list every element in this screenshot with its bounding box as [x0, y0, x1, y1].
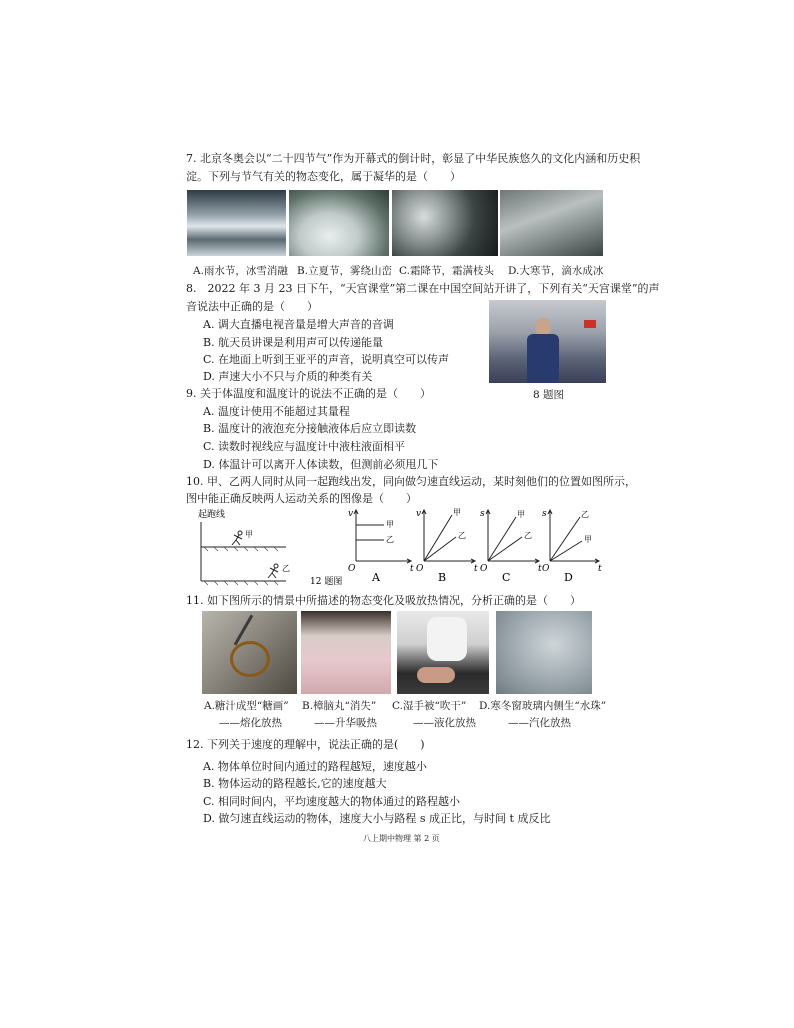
graph-c-letter: C: [502, 571, 511, 584]
graph-a-yaxis: v: [348, 509, 354, 519]
q11-option-b-label: B.樟脑丸“消失”: [302, 700, 377, 712]
start-line-label: 起跑线: [198, 510, 226, 520]
q11-option-c-note: ——液化放热: [413, 717, 476, 729]
q11-option-d-label: D.寒冬窗玻璃内侧生“水珠”: [479, 700, 607, 712]
q12-option-c: C. 相同时间内，平均速度越大的物体通过的路程越小: [203, 795, 461, 808]
q10-figure-caption: 12 题图: [310, 577, 343, 587]
graph-d: [542, 509, 602, 584]
icicles-photo: [500, 190, 603, 256]
q9-stem: 9. 关于体温度和温度计的说法不正确的是（ ）: [186, 387, 431, 400]
q7-option-c: C.霜降节，霜满枝头: [399, 265, 494, 277]
q9-option-c: C. 读数时视线应与温度计中液柱液面相平: [203, 440, 406, 453]
runner-jia-icon: [232, 531, 242, 545]
hand-dryer-photo: [397, 611, 489, 694]
runner-jia-label: 甲: [245, 530, 253, 539]
graph-a-letter: A: [372, 571, 380, 584]
q11-option-d-note: ——汽化放热: [508, 717, 571, 729]
graph-b-xaxis: t: [474, 564, 478, 574]
graph-c-xaxis: t: [538, 564, 542, 574]
graph-c-bottom-label: 乙: [524, 531, 532, 540]
q11-stem: 11. 如下图所示的情景中所描述的物态变化及吸放热情况，分析正确的是（ ）: [186, 594, 581, 607]
graph-a: [348, 509, 414, 584]
q7-option-d: D.大寒节，滴水成冰: [508, 265, 604, 277]
graph-d-yaxis: s: [542, 509, 547, 519]
q7-option-a: A.雨水节，冰雪消融: [193, 265, 288, 277]
q7-stem-line2: 淀。下列与节气有关的物态变化，属于凝华的是（ ）: [186, 170, 461, 183]
q9-option-b: B. 温度计的液泡充分接触液体后应立即读数: [203, 422, 417, 435]
page-footer: 八上期中物理 第 2 页: [363, 834, 440, 843]
graph-b-letter: B: [438, 571, 447, 584]
q8-option-d: D. 声速大小不只与介质的种类有关: [203, 370, 373, 383]
camphor-ball-photo: [301, 611, 391, 694]
q8-stem-line2: 音说法中正确的是（ ）: [186, 300, 318, 313]
q11-option-a-note: ——熔化放热: [219, 717, 282, 729]
q8-option-b: B. 航天员讲课是利用声可以传递能量: [203, 336, 384, 349]
graph-a-xaxis: t: [410, 564, 414, 574]
graph-c-origin: O: [480, 564, 488, 574]
graph-b: [416, 508, 478, 584]
runner-yi-label: 乙: [282, 564, 290, 573]
q12-stem: 12. 下列关于速度的理解中，说法正确的是( ): [186, 738, 425, 751]
graph-d-top-label: 乙: [581, 510, 589, 519]
graph-c-yaxis: s: [480, 509, 485, 519]
q8-figure-caption: 8 题图: [533, 389, 565, 401]
graph-b-top-label: 甲: [453, 508, 461, 517]
fog-mountain-photo: [289, 190, 389, 256]
graph-c: [480, 509, 542, 584]
graph-b-yaxis: v: [416, 509, 422, 519]
q11-option-b-note: ——升华吸热: [314, 717, 377, 729]
q10-figure: [190, 505, 610, 587]
q8-option-c: C. 在地面上听到王亚平的声音，说明真空可以传声: [203, 353, 450, 366]
q9-option-d: D. 体温计可以离开人体读数，但测前必须甩几下: [203, 458, 439, 471]
q12-option-d: D. 做匀速直线运动的物体，速度大小与路程 s 成正比，与时间 t 成反比: [203, 812, 551, 825]
q12-option-b: B. 物体运动的路程越长,它的速度越大: [203, 777, 387, 790]
graph-a-bottom-label: 乙: [386, 535, 394, 544]
graph-d-origin: O: [542, 564, 550, 574]
q10-stem-line2: 图中能正确反映两人运动关系的图像是（ ）: [186, 492, 417, 505]
q7-option-b: B.立夏节，雾绕山峦: [297, 265, 393, 277]
graph-d-xaxis: t: [598, 564, 602, 574]
graph-a-top-label: 甲: [386, 520, 394, 529]
window-water-drops-photo: [496, 611, 592, 694]
q7-stem-line1: 7. 北京冬奥会以“二十四节气”作为开幕式的倒计时，彰显了中华民族悠久的文化内涵和历史积: [186, 152, 641, 165]
q8-stem-line1: 8. 2022 年 3 月 23 日下午，“天宫课堂”第二课在中国空间站开讲了，下列有关“天宫课堂”的声: [186, 282, 660, 295]
runner-yi-icon: [268, 564, 278, 578]
graph-d-bottom-label: 甲: [584, 535, 592, 544]
q10-stem-line1: 10. 甲、乙两人同时从同一起跑线出发，同向做匀速直线运动，某时刻他们的位置如图所示，: [186, 475, 636, 488]
frost-leaves-photo: [392, 190, 498, 256]
space-station-photo: [489, 300, 606, 383]
graph-a-origin: O: [348, 564, 356, 574]
graph-d-letter: D: [564, 571, 573, 584]
running-track-diagram: [198, 508, 290, 585]
q11-option-a-label: A.糖汁成型“糖画”: [204, 700, 289, 712]
graph-b-origin: O: [416, 564, 424, 574]
q12-option-a: A. 物体单位时间内通过的路程越短，速度越小: [203, 760, 427, 773]
q11-option-c-label: C.湿手被“吹干”: [392, 700, 467, 712]
sugar-painting-photo: [202, 611, 297, 694]
graph-b-bottom-label: 乙: [458, 531, 466, 540]
q8-option-a: A. 调大直播电视音量是增大声音的音调: [203, 318, 394, 331]
q9-option-a: A. 温度计使用不能超过其量程: [203, 405, 350, 418]
graph-c-top-label: 甲: [517, 510, 525, 519]
snow-melting-photo: [187, 190, 286, 256]
